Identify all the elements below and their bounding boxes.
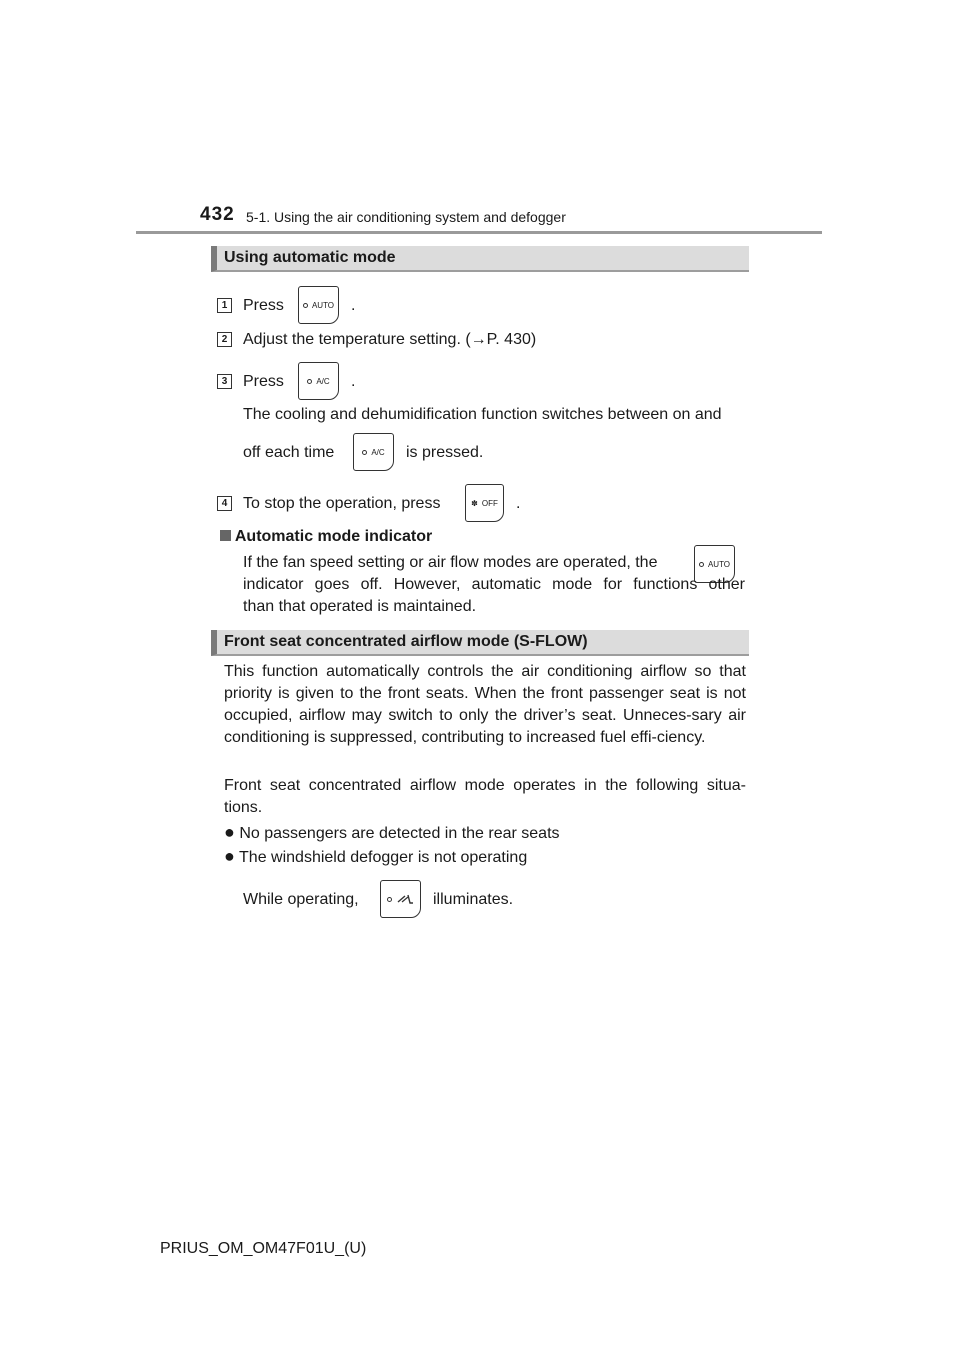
sflow-button-icon — [380, 880, 421, 918]
indicator-line-2: indicator goes off. However, automatic mode for functions other — [243, 576, 745, 593]
round-bullet-icon: ● — [224, 822, 235, 842]
step-1-marker: 1 — [217, 298, 232, 313]
auto-button-label: AUTO — [311, 300, 335, 310]
round-bullet-icon: ● — [224, 846, 235, 866]
ac-button-label: A/C — [371, 447, 385, 457]
step-2-instruction: Adjust the temperature setting. ( — [243, 331, 471, 348]
off-button-icon — [465, 484, 504, 522]
off-button-label: OFF — [481, 498, 498, 508]
square-bullet-icon — [220, 530, 231, 541]
step-4-text: To stop the operation, press — [243, 495, 441, 512]
ac-button-label: A/C — [316, 376, 330, 386]
step-2-text — [243, 330, 536, 350]
section-title: 5-1. Using the air conditioning system and defogger — [246, 209, 566, 225]
heading-sflow: Front seat concentrated airflow mode (S-FLOW) — [211, 630, 749, 656]
bullet-2-text: The windshield defogger is not operating — [239, 849, 528, 866]
indicator-light-icon — [362, 450, 367, 455]
indicator-line-3: than that operated is maintained. — [243, 598, 477, 615]
sflow-while-pre: While operating, — [243, 891, 359, 908]
step-3-marker: 3 — [217, 374, 232, 389]
sflow-paragraph-2: Front seat concentrated airflow mode operates in the following situa-tions. — [224, 777, 746, 816]
fan-icon: ✽ — [471, 498, 478, 508]
page-number: 432 — [200, 204, 235, 225]
step-3-text: Press — [243, 373, 284, 390]
bullet-1-text: No passengers are detected in the rear seats — [239, 825, 560, 842]
step-1-period: . — [351, 297, 356, 314]
page-reference: P. 430) — [486, 331, 537, 348]
sflow-bullet-1 — [224, 822, 560, 844]
step-3-note-line1: The cooling and dehumidification function switches between on and — [243, 406, 722, 423]
seat-airflow-icon — [396, 893, 414, 905]
sflow-bullet-2 — [224, 846, 527, 868]
ac-button-icon — [353, 433, 394, 471]
step-4-marker: 4 — [217, 496, 232, 511]
sflow-paragraph-1: This function automatically controls the air conditioning airflow so that priority is given to the front seats. When the front passenger seat is not occupied, airflow may switch to only the driver’s seat. Unneces-sary air conditioning is suppressed, contributing to increased fuel effi-ciency. — [224, 663, 746, 746]
document-code: PRIUS_OM_OM47F01U_(U) — [160, 1240, 367, 1257]
heading-automatic-mode: Using automatic mode — [211, 246, 749, 272]
indicator-light-icon — [699, 562, 704, 567]
sflow-while-post: illuminates. — [433, 891, 514, 908]
step-3-note-post: is pressed. — [406, 444, 484, 461]
indicator-subheading-text: Automatic mode indicator — [234, 528, 433, 545]
step-3-period: . — [351, 373, 356, 390]
auto-button-icon — [298, 286, 339, 324]
indicator-light-icon — [303, 303, 308, 308]
step-4-period: . — [516, 495, 521, 512]
indicator-subheading — [220, 527, 432, 547]
header-rule — [136, 231, 822, 234]
ac-button-icon — [298, 362, 339, 400]
arrow-icon: → — [470, 331, 487, 348]
indicator-light-icon — [307, 379, 312, 384]
step-2-marker: 2 — [217, 332, 232, 347]
step-1-text: Press — [243, 297, 284, 314]
indicator-line-1: If the fan speed setting or air flow modes are operated, the — [243, 554, 658, 571]
indicator-light-icon — [387, 897, 392, 902]
auto-button-label: AUTO — [707, 559, 731, 569]
step-3-note-pre: off each time — [243, 444, 335, 461]
